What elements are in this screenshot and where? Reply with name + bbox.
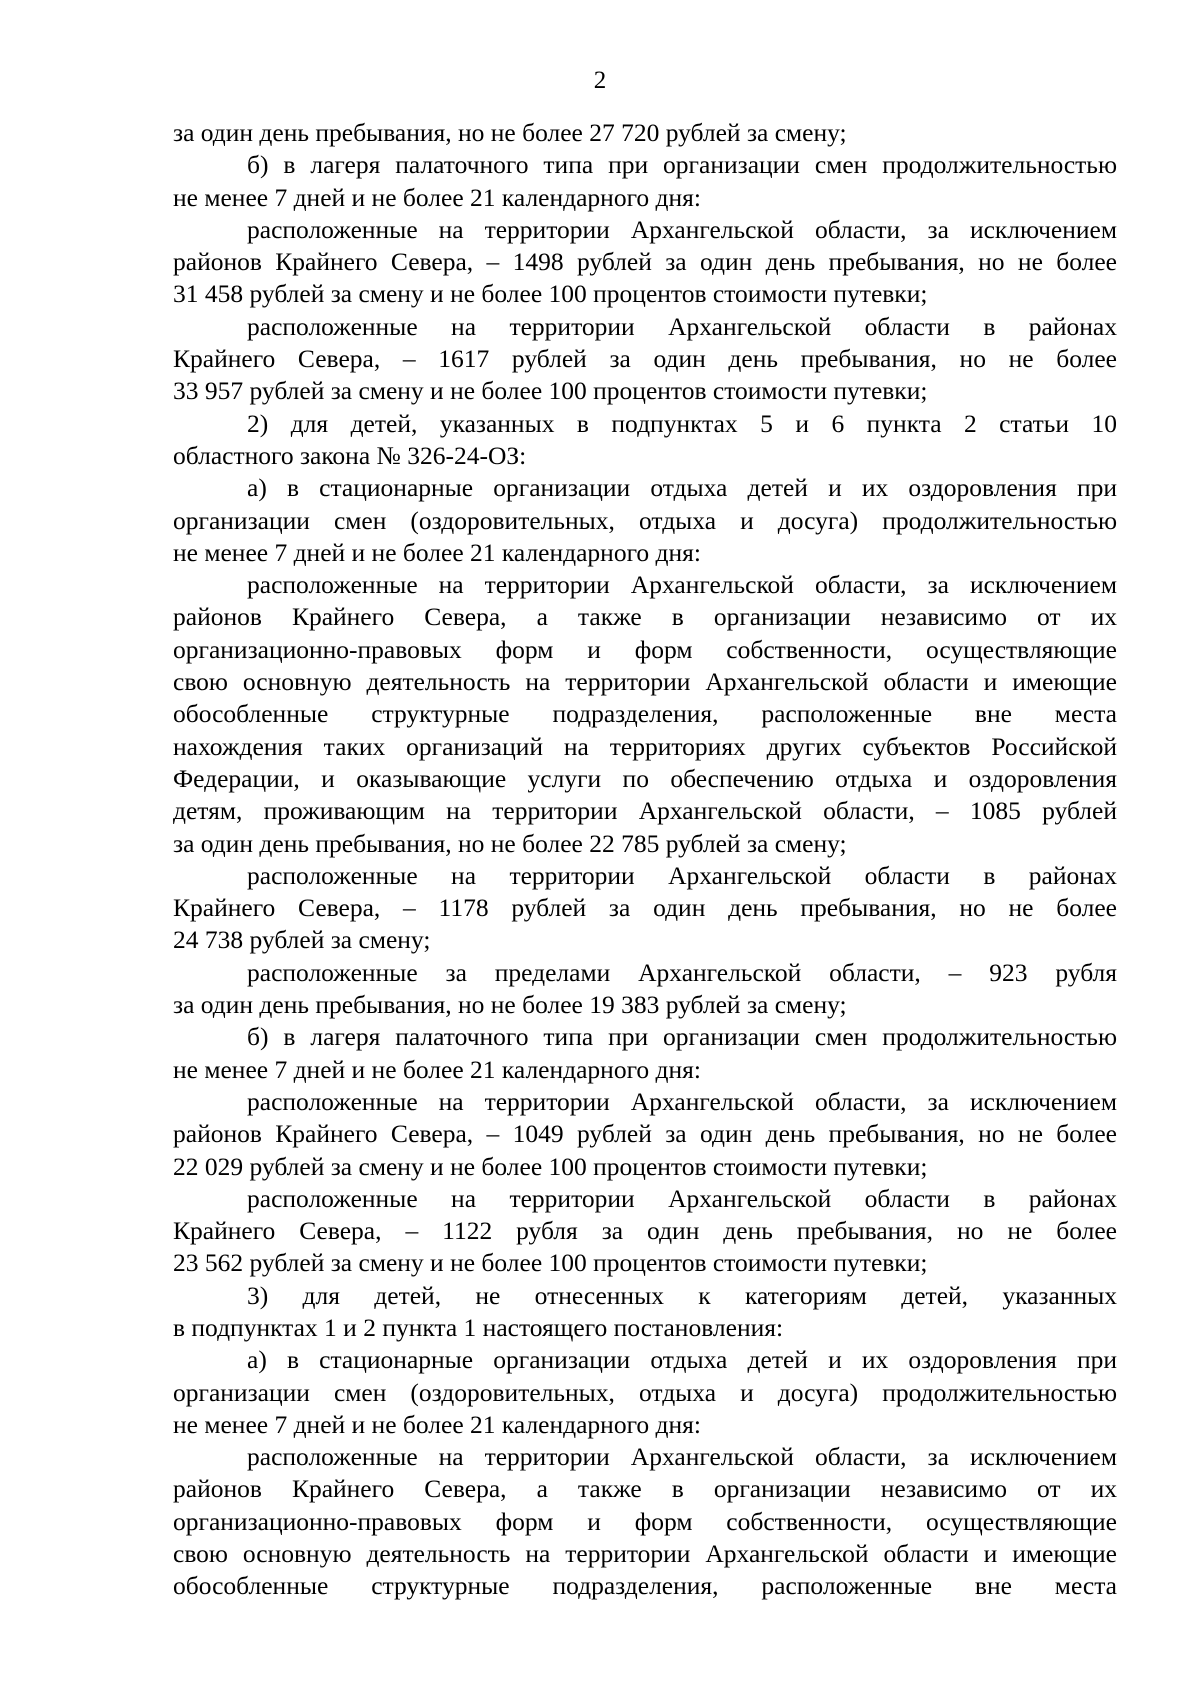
text-line: за один день пребывания, но не более 19 383 рублей за смену;	[173, 990, 847, 1020]
text-line: Федерации, и оказывающие услуги по обеспечению отдыха и оздоровления	[173, 763, 1117, 793]
text-line: расположенные на территории Архангельской области, за исключением	[247, 570, 1117, 600]
text-line: 3) для детей, не отнесенных к категориям детей, указанных	[247, 1280, 1117, 1310]
text-line: расположенные на территории Архангельской области, за исключением	[247, 214, 1117, 244]
text-line: б) в лагеря палаточного типа при организации смен продолжительностью	[247, 1022, 1117, 1052]
text-line: расположенные за пределами Архангельской области, – 923 рубля	[247, 957, 1117, 987]
text-line: расположенные на территории Архангельской области в районах	[247, 1183, 1117, 1213]
text-line: районов Крайнего Севера, а также в организации независимо от их	[173, 1474, 1117, 1504]
text-line: расположенные на территории Архангельской области, за исключением	[247, 1086, 1117, 1116]
page-number: 2	[593, 67, 607, 94]
text-line: Крайнего Севера, – 1617 рублей за один день пребывания, но не более	[173, 344, 1117, 374]
document-body	[173, 117, 1117, 1603]
text-line: б) в лагеря палаточного типа при организации смен продолжительностью	[247, 150, 1117, 180]
text-line: 31 458 рублей за смену и не более 100 процентов стоимости путевки;	[173, 279, 928, 309]
text-line: расположенные на территории Архангельской области в районах	[247, 860, 1117, 890]
text-line: не менее 7 дней и не более 21 календарного дня:	[173, 537, 701, 567]
text-line: 22 029 рублей за смену и не более 100 процентов стоимости путевки;	[173, 1151, 928, 1181]
text-line: 24 738 рублей за смену;	[173, 925, 431, 955]
text-line: свою основную деятельность на территории Архангельской области и имеющие	[173, 1539, 1117, 1569]
text-line: расположенные на территории Архангельской области, за исключением	[247, 1442, 1117, 1472]
text-line: за один день пребывания, но не более 27 720 рублей за смену;	[173, 118, 847, 147]
text-line: организации смен (оздоровительных, отдыха и досуга) продолжительностью	[173, 1377, 1117, 1407]
text-line: обособленные структурные подразделения, расположенные вне места	[173, 1571, 1117, 1601]
text-line: детям, проживающим на территории Архангельской области, – 1085 рублей	[173, 796, 1117, 826]
text-line: свою основную деятельность на территории Архангельской области и имеющие	[173, 667, 1117, 697]
text-line: организации смен (оздоровительных, отдыха и досуга) продолжительностью	[173, 505, 1117, 535]
text-line: Крайнего Севера, – 1122 рубля за один день пребывания, но не более	[173, 1216, 1117, 1246]
text-line: обособленные структурные подразделения, расположенные вне места	[173, 699, 1117, 729]
text-line: организационно-правовых форм и форм собственности, осуществляющие	[173, 1506, 1117, 1536]
text-line: 2) для детей, указанных в подпунктах 5 и 6 пункта 2 статьи 10	[247, 408, 1117, 438]
text-line: районов Крайнего Севера, а также в организации независимо от их	[173, 602, 1117, 632]
text-line: не менее 7 дней и не более 21 календарного дня:	[173, 182, 701, 212]
text-line: областного закона № 326-24-ОЗ:	[173, 440, 527, 470]
text-line: Крайнего Севера, – 1178 рублей за один день пребывания, но не более	[173, 893, 1117, 923]
text-line: а) в стационарные организации отдыха детей и их оздоровления при	[247, 473, 1117, 503]
text-line: 33 957 рублей за смену и не более 100 процентов стоимости путевки;	[173, 376, 928, 406]
text-line: районов Крайнего Севера, – 1498 рублей за один день пребывания, но не более	[173, 247, 1117, 277]
text-line: за один день пребывания, но не более 22 785 рублей за смену;	[173, 828, 847, 858]
text-line: не менее 7 дней и не более 21 календарного дня:	[173, 1054, 701, 1084]
text-line: нахождения таких организаций на территориях других субъектов Российской	[173, 731, 1117, 761]
text-line: а) в стационарные организации отдыха детей и их оздоровления при	[247, 1345, 1117, 1375]
text-line: районов Крайнего Севера, – 1049 рублей за один день пребывания, но не более	[173, 1119, 1117, 1149]
text-line: в подпунктах 1 и 2 пункта 1 настоящего постановления:	[173, 1312, 784, 1342]
text-line: организационно-правовых форм и форм собственности, осуществляющие	[173, 634, 1117, 664]
text-line: 23 562 рублей за смену и не более 100 процентов стоимости путевки;	[173, 1248, 928, 1278]
text-line: не менее 7 дней и не более 21 календарного дня:	[173, 1409, 701, 1439]
text-line: расположенные на территории Архангельской области в районах	[247, 311, 1117, 341]
